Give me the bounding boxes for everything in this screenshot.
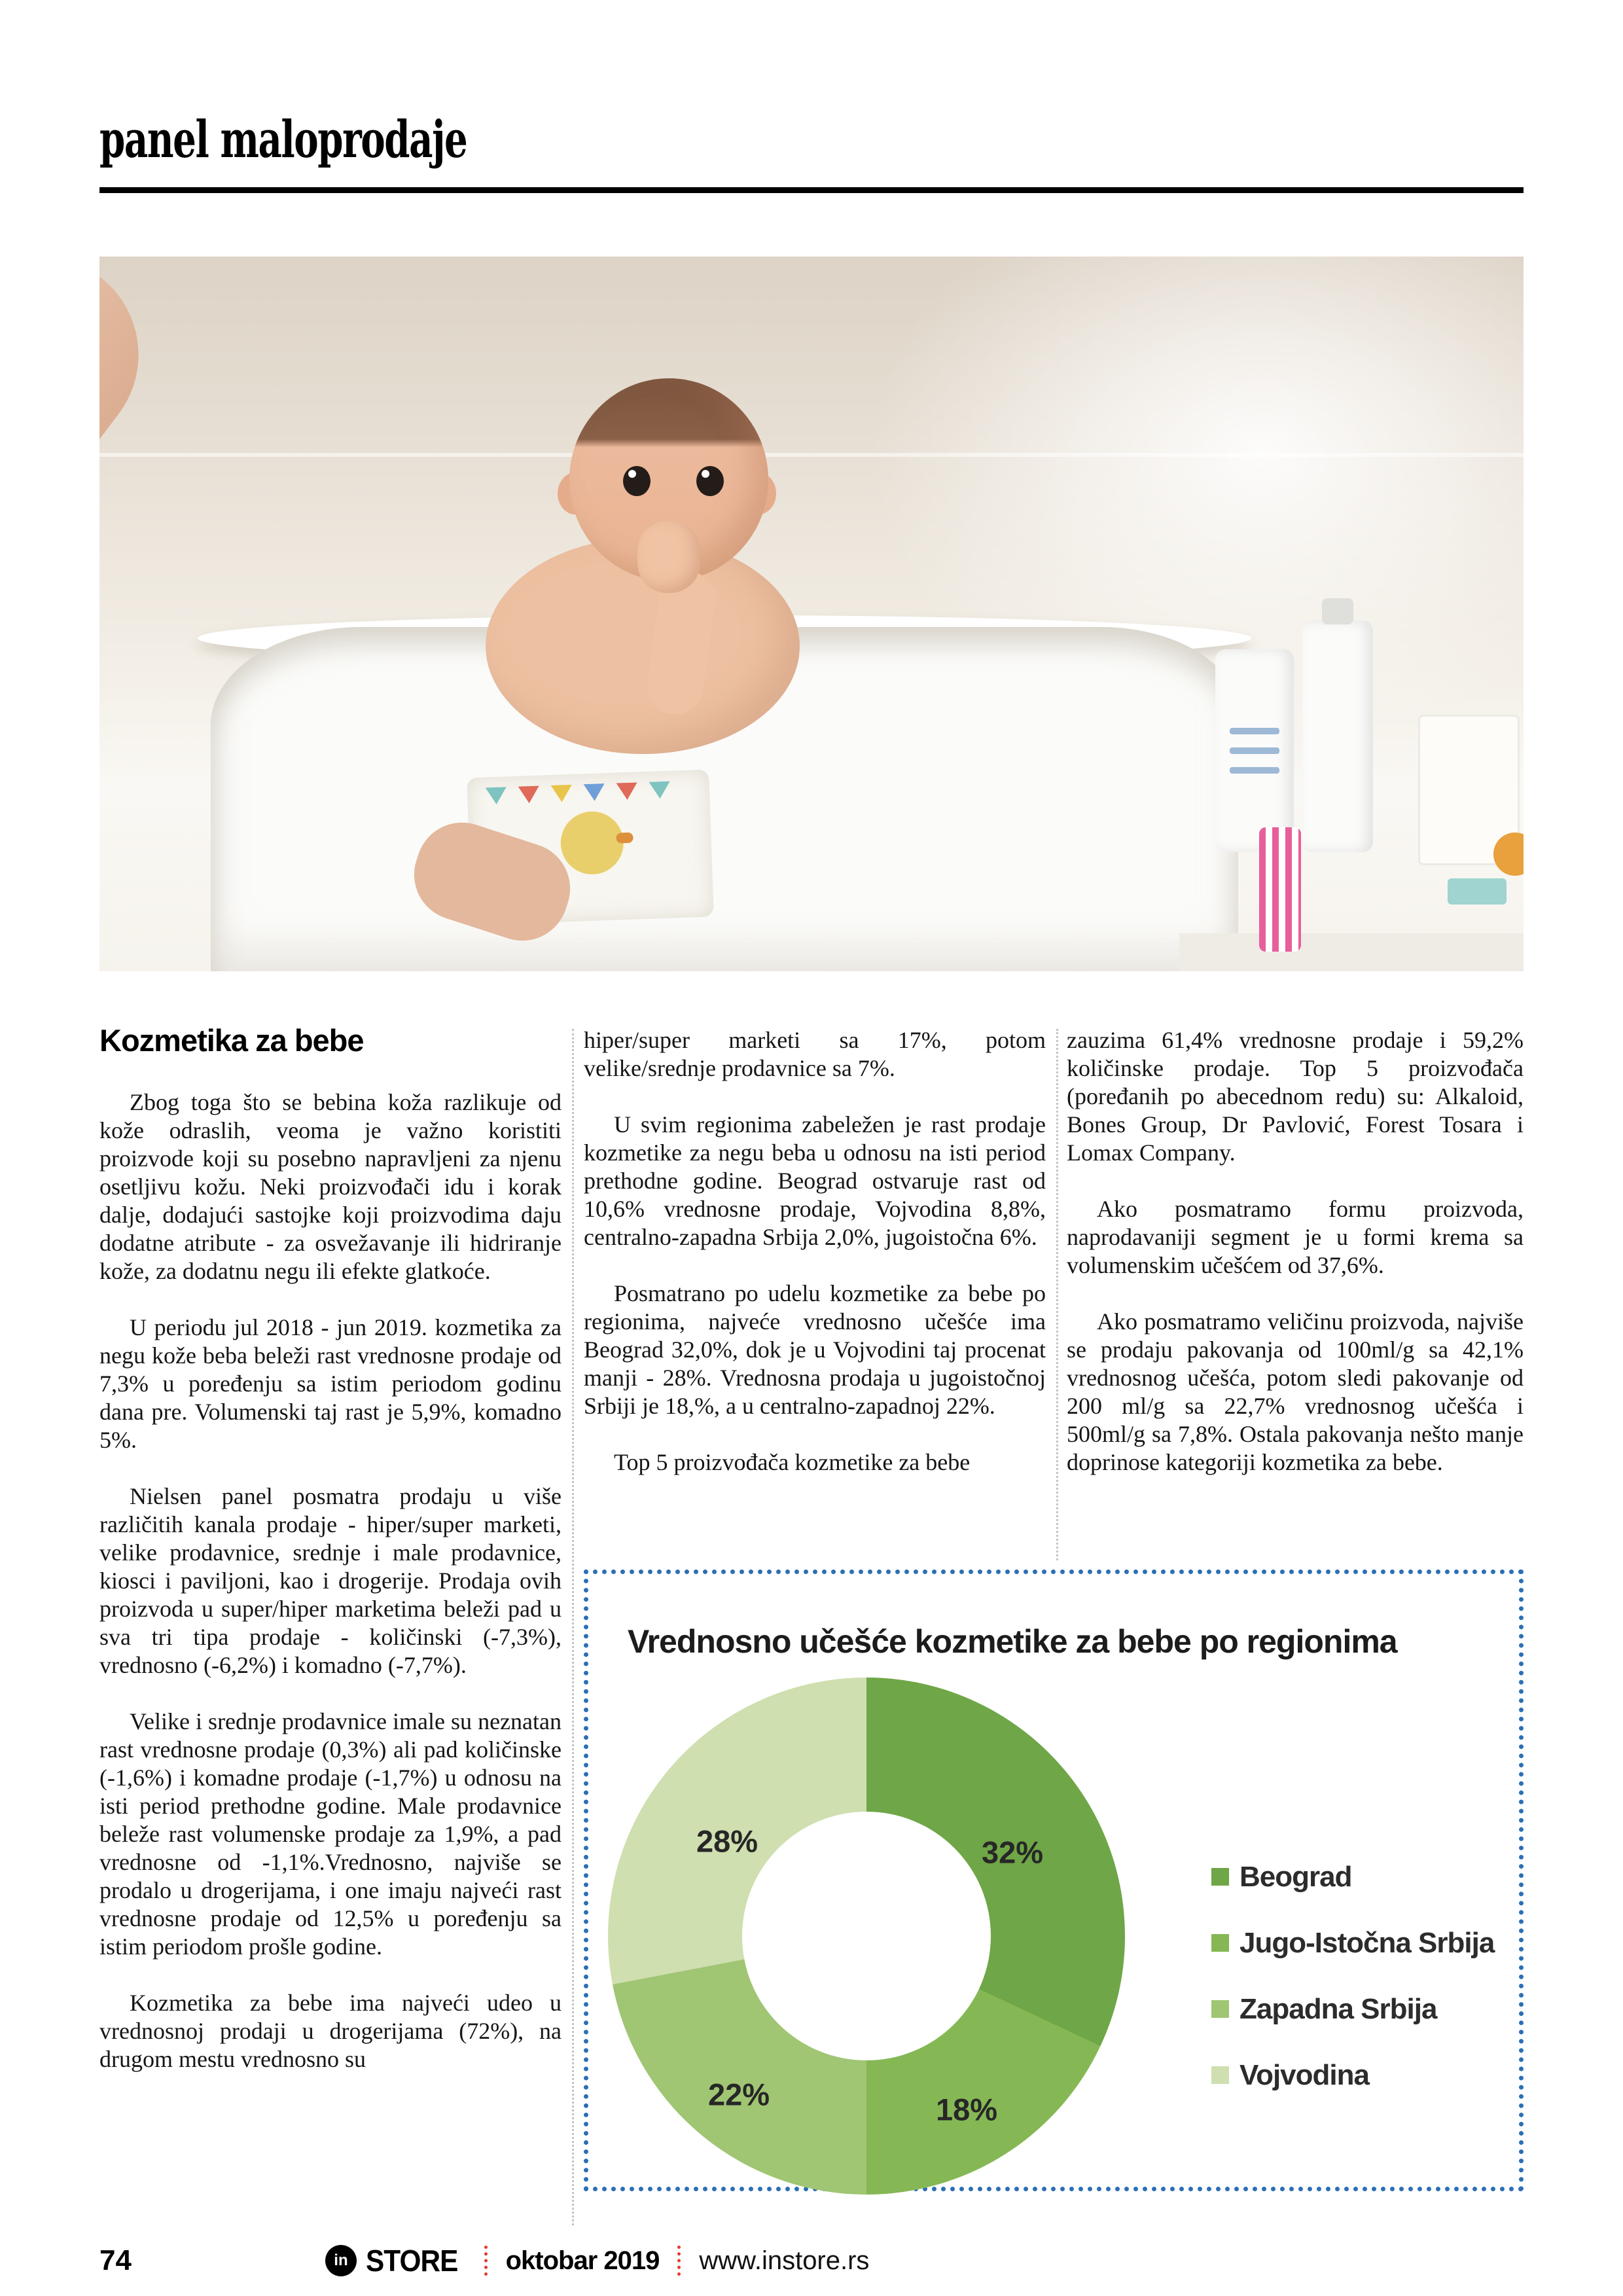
- product-bottle: [1215, 649, 1294, 852]
- bottle-label-line: [1230, 747, 1279, 754]
- shelf: [1179, 933, 1524, 971]
- product-teal-detail: [1448, 878, 1507, 905]
- legend-label: Zapadna Srbija: [1240, 1992, 1437, 2025]
- paragraph: zauzima 61,4% vrednosne prodaje i 59,2% količinske prodaje. Top 5 proizvođača (poređanih po abecednom redu) su: Alkaloid, Bones Group, Dr Pavlović, Forest Tosara i Lomax Company.: [1067, 1027, 1524, 1166]
- product-pump-bottle: [1302, 620, 1373, 852]
- bunting-flag: [616, 782, 638, 800]
- footer-separator: [484, 2246, 488, 2276]
- slice-label-jugoistocna: 18%: [935, 2092, 998, 2127]
- bottle-label-line: [1230, 728, 1279, 734]
- slice-label-beograd: 32%: [981, 1835, 1044, 1870]
- legend-item-vojvodina: [1211, 2042, 1494, 2108]
- paragraph: Top 5 proizvođača kozmetike za bebe: [614, 1449, 971, 1475]
- paragraph: Kozmetika za bebe ima najveći udeo u vrednosnoj prodaji u drogerijama (72%), na drugom mestu vrednosno su: [99, 1990, 562, 2072]
- article-column-1: [99, 1023, 562, 2073]
- bunting-flag: [649, 781, 671, 799]
- paragraph: Velike i srednje prodavnice imale su neznatan rast vrednosne prodaje (0,3%) ali pad količinske (-1,6%) i komadne prodaje (-1,7%) u odnosu na isti period prethodne godine. Male prodavnice beleže rast volumenske prodaje za 1,9%, a pad vrednosne od -1,1%.Vrednosno, najviše se prodalo u drogerijama, i one imaju najveći rast vrednosne prodaje od 12,5% u poređenju sa istim periodom prošle godine.: [99, 1708, 562, 1960]
- legend-swatch: [1211, 1868, 1229, 1886]
- paragraph: hiper/super marketi sa 17%, potom velike/srednje prodavnice sa 7%.: [584, 1027, 1046, 1081]
- article-column-3: [1067, 1026, 1524, 1477]
- instore-logo-icon: in: [325, 2245, 357, 2276]
- column-separator: [1056, 1029, 1058, 1560]
- header-rule: [99, 187, 1524, 193]
- baby-hand: [637, 521, 700, 593]
- baby-eye: [623, 466, 651, 496]
- bunting-flag: [551, 785, 573, 802]
- paragraph: U periodu jul 2018 - jun 2019. kozmetika za negu kože beba beleži rast vrednosne prodaje od 7,3% u poređenju sa istim periodom godinu dana pre. Volumenski taj rast je 5,9%, komadno 5%.: [99, 1314, 562, 1453]
- page-number: 74: [99, 2244, 132, 2276]
- article-photo: [99, 257, 1524, 971]
- paragraph: Ako posmatramo formu proizvoda, naprodavaniji segment je u formi krema sa volumenskim učešćem od 37,6%.: [1067, 1196, 1524, 1278]
- bunting-flag: [518, 786, 540, 804]
- product-pink-tube: [1259, 827, 1301, 952]
- magazine-brand: [325, 2243, 466, 2278]
- duck-beak: [616, 833, 633, 844]
- paragraph: U svim regionima zabeležen je rast prodaje kozmetike za negu beba u odnosu na isti period prethodne godine. Beograd ostvaruje rast od 10,6% vrednosne prodaje, Vojvodina 8,8%, centralno-zapadna Srbija 2,0%, jugoistočna 6%.: [584, 1111, 1046, 1250]
- footer-separator: [677, 2246, 681, 2276]
- donut-hole: [742, 1812, 991, 2060]
- page-footer: [99, 2241, 1524, 2280]
- legend-label: Vojvodina: [1240, 2058, 1369, 2091]
- wall-panel-line: [99, 453, 1524, 457]
- bottle-label-line: [1230, 767, 1279, 774]
- paragraph: Nielsen panel posmatra prodaju u više različitih kanala prodaje - hiper/super marketi, velike prodavnice, srednje i male prodavnice, kiosci i paviljoni, kao i drogerije. Prodaja ovih proizvoda u super/hiper marketima beleži pad u sva tri tipa prodaje - količinski (-7,3%), vrednosno (-6,2%) i komadno (-7,7%).: [99, 1483, 562, 1678]
- legend-swatch: [1211, 1934, 1229, 1952]
- legend-swatch: [1211, 2000, 1229, 2018]
- paragraph: Zbog toga što se bebina koža razlikuje od kože odraslih, veoma je važno koristiti proizvode koji su posebno napravljeni za njenu osetljivu kožu. Neki proizvođači idu i korak dalje, dodajući sastojke koji proizvodima daju dodatne atribute - za osvežavanje ili hidriranje kože, za dodatnu negu ili efekte glatkoće.: [99, 1089, 562, 1284]
- paragraph: Posmatrano po udelu kozmetike za bebe po regionima, najveće vrednosno učešće ima Beograd 32,0%, dok je u Vojvodini taj procenat manji - 28%. Vrednosna prodaja u jugoistočnoj Srbiji je 18,%, a u centralno-zapadnoj 22%.: [584, 1280, 1046, 1419]
- duck-sticker: [560, 810, 624, 875]
- baby-eye: [696, 466, 724, 496]
- legend-swatch: [1211, 2066, 1229, 2084]
- adult-arm: [99, 257, 178, 884]
- region-share-chart: [584, 1570, 1524, 2191]
- legend-label: Beograd: [1240, 1860, 1352, 1893]
- legend-item-jugoistocna: [1211, 1910, 1494, 1976]
- issue-date: oktobar 2019: [505, 2246, 660, 2275]
- column-separator: [572, 1029, 574, 2225]
- brand-name: STORE: [365, 2244, 458, 2278]
- bunting-flag: [584, 783, 605, 801]
- paragraph: Ako posmatramo veličinu proizvoda, najviše se prodaju pakovanja od 100ml/g sa 42,1% vrednosnog učešća, potom sledi pakovanje od 200 ml/g sa 22,7% vrednosnog učešća i 500ml/g sa 7,8%. Ostala pakovanja nešto manje doprinose kategoriji kozmetika za bebe.: [1067, 1308, 1524, 1475]
- slice-label-vojvodina: 28%: [696, 1823, 758, 1859]
- chart-legend: [1211, 1844, 1494, 2108]
- legend-label: Jugo-Istočna Srbija: [1240, 1926, 1495, 1959]
- chart-title: Vrednosno učešće kozmetike za bebe po regionima: [628, 1623, 1397, 1660]
- article-column-2: [584, 1026, 1046, 1477]
- bunting-flag: [486, 787, 507, 804]
- slice-label-zapadna: 22%: [707, 2077, 770, 2112]
- website-url: www.instore.rs: [699, 2246, 870, 2275]
- legend-item-beograd: [1211, 1844, 1494, 1910]
- page-kicker: panel maloprodaje: [99, 110, 467, 170]
- article-heading: Kozmetika za bebe: [99, 1023, 364, 1058]
- legend-item-zapadna: [1211, 1976, 1494, 2042]
